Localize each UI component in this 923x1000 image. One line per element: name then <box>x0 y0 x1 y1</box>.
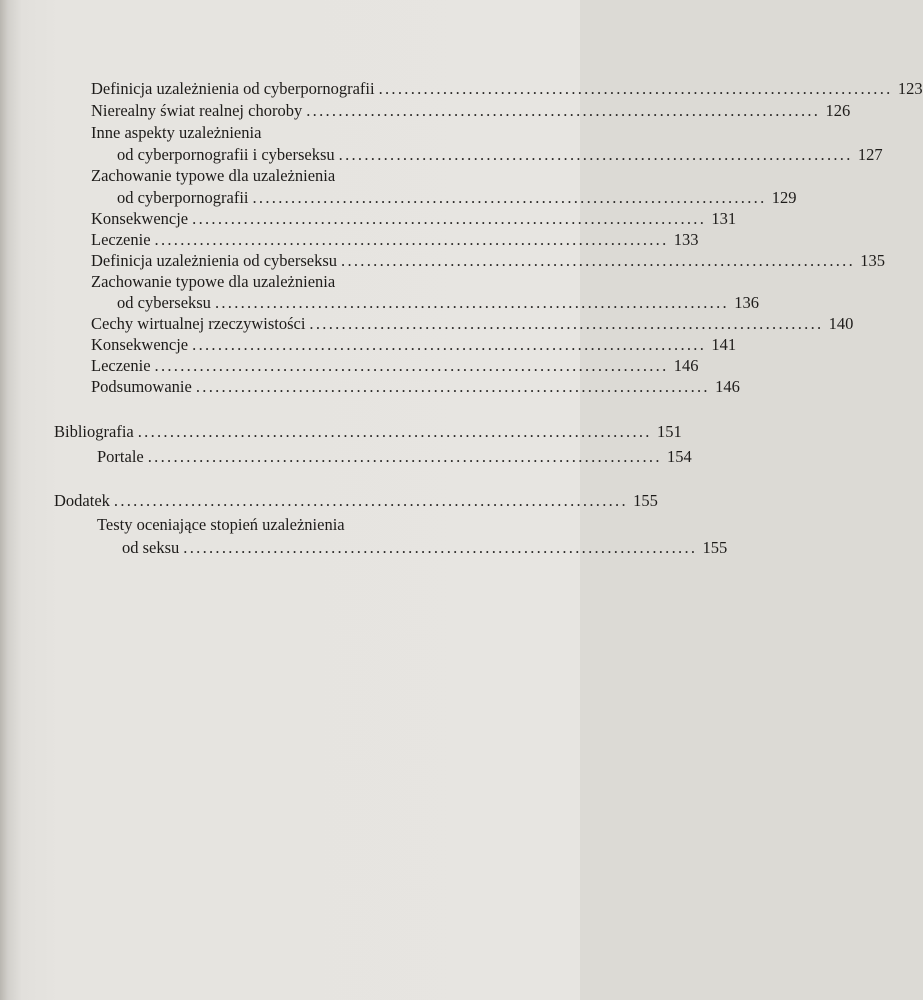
leader-dots: ................................................................................ <box>378 79 893 98</box>
toc-entry-title: Nierealny świat realnej choroby <box>91 101 303 120</box>
toc-entry <box>91 355 699 377</box>
toc-entry-page: 127 <box>857 145 883 164</box>
toc-entry-page: 123 <box>897 79 923 98</box>
toc-entry-title: Portale <box>97 447 144 466</box>
toc-entry <box>54 421 682 443</box>
leader-dots: ................................................................................ <box>183 538 698 557</box>
toc-entry-page: 154 <box>667 447 692 466</box>
toc-entry-title: Inne aspekty uzależnienia <box>91 123 262 142</box>
toc-entry-page: 146 <box>715 377 740 396</box>
toc-entry <box>91 334 737 356</box>
toc-entry-page: 155 <box>633 491 658 510</box>
toc-entry-title: Zachowanie typowe dla uzależnienia <box>91 166 336 185</box>
toc-entry-page: 140 <box>828 314 854 333</box>
leader-dots: ................................................................................ <box>137 422 652 441</box>
leader-dots: ................................................................................ <box>306 101 821 120</box>
toc-entry-title: Definicja uzależnienia od cyberpornografii <box>91 79 375 98</box>
leader-dots: ................................................................................ <box>195 377 710 396</box>
toc-entry-page: 129 <box>771 188 797 207</box>
leader-dots: ................................................................................ <box>113 491 628 510</box>
toc-entry-title: Leczenie <box>91 356 151 375</box>
toc-entry <box>91 208 737 230</box>
toc-entry <box>117 144 883 166</box>
toc-entry-page: 155 <box>702 538 728 557</box>
toc-entry-page: 146 <box>673 356 699 375</box>
toc-entry-page: 131 <box>711 209 737 228</box>
toc-entry <box>91 250 886 272</box>
toc-entry-title: od cyberseksu <box>117 293 211 312</box>
toc-entry-page: 135 <box>860 251 886 270</box>
toc-entry-title: Zachowanie typowe dla uzależnienia <box>91 272 336 291</box>
toc-entry-title: Bibliografia <box>54 422 134 441</box>
toc-entry-page: 151 <box>656 422 682 441</box>
toc-entry-title: Konsekwencje <box>91 335 189 354</box>
toc-entry <box>91 229 699 251</box>
toc-entry-page: 136 <box>734 293 759 312</box>
toc-entry-title: od cyberpornografii <box>117 188 249 207</box>
toc-entry-title: Cechy wirtualnej rzeczywistości <box>91 314 306 333</box>
leader-dots: ................................................................................ <box>192 335 707 354</box>
toc-entry-title: od cyberpornografii i cyberseksu <box>117 145 335 164</box>
toc-entry <box>91 78 923 100</box>
leader-dots: ................................................................................ <box>338 145 853 164</box>
leader-dots: ................................................................................ <box>309 314 824 333</box>
toc-entry-title: Definicja uzależnienia od cyberseksu <box>91 251 338 270</box>
toc-entry <box>54 490 658 512</box>
toc-entry <box>91 376 740 398</box>
toc-entry-title: Konsekwencje <box>91 209 189 228</box>
leader-dots: ................................................................................ <box>192 209 707 228</box>
toc-entry-page: 141 <box>711 335 737 354</box>
toc-entry-title: Dodatek <box>54 491 110 510</box>
leader-dots: ................................................................................ <box>154 230 669 249</box>
toc-entry <box>117 292 759 314</box>
toc-entry-title: od seksu <box>122 538 180 557</box>
toc-entry-page: 133 <box>673 230 699 249</box>
toc-entry <box>91 100 851 122</box>
leader-dots: ................................................................................ <box>147 447 662 466</box>
toc-entry-title: Podsumowanie <box>91 377 192 396</box>
toc-entry <box>97 446 692 468</box>
leader-dots: ................................................................................ <box>214 293 729 312</box>
leader-dots: ................................................................................ <box>154 356 669 375</box>
toc-entry-title: Leczenie <box>91 230 151 249</box>
toc-entry-page: 126 <box>825 101 851 120</box>
toc-entry-title: Testy oceniające stopień uzależnienia <box>97 515 345 534</box>
leader-dots: ................................................................................ <box>252 188 767 207</box>
toc-entry <box>122 537 728 559</box>
toc-entry <box>91 313 854 335</box>
toc-entry <box>117 187 797 209</box>
leader-dots: ................................................................................ <box>341 251 856 270</box>
